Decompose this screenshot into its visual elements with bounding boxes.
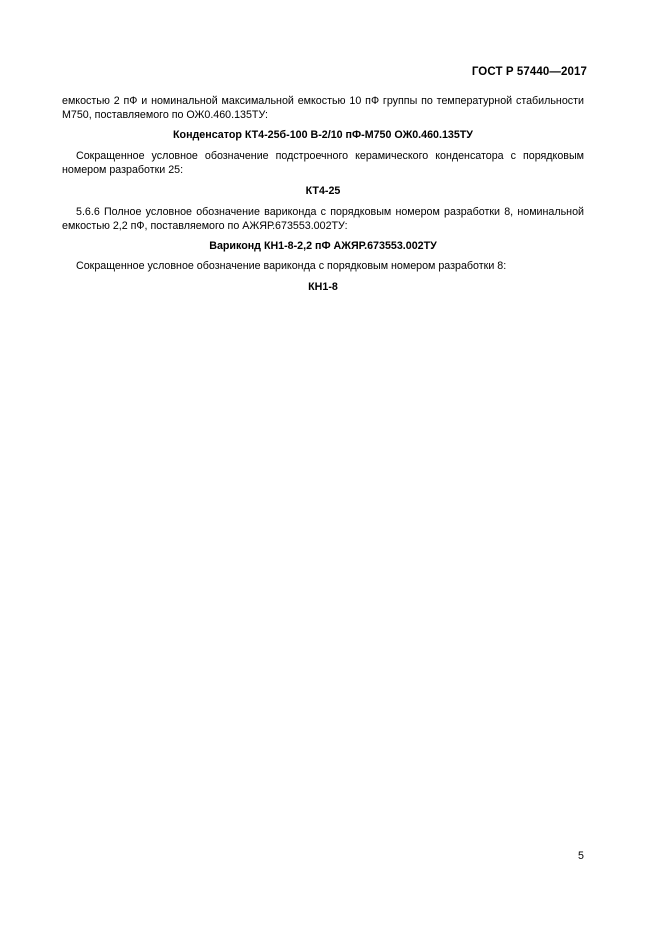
paragraph-capacitor-description: емкостью 2 пФ и номинальной максимальной емкостью 10 пФ группы по температурной стабильности М750, поставляемого по ОЖ0.460.135ТУ:: [62, 95, 584, 121]
standard-number-header: ГОСТ Р 57440—2017: [471, 66, 587, 78]
designation-varicond-full: Вариконд КН1-8-2,2 пФ АЖЯР.673553.002ТУ: [209, 240, 437, 252]
designation-capacitor-full: Конденсатор КТ4-25б-100 В-2/10 пФ-М750 ОЖ0.460.135ТУ: [173, 129, 473, 141]
paragraph-capacitor-short: Сокращенное условное обозначение подстроечного керамического конденсатора с порядковым номером разработки 25:: [62, 150, 584, 176]
page-number: 5: [578, 850, 584, 862]
document-body: [62, 94, 584, 294]
paragraph-varicond-short: Сокращенное условное обозначение вариконда с порядковым номером разработки 8:: [76, 260, 507, 272]
designation-capacitor-short: КТ4-25: [305, 185, 341, 197]
designation-varicond-short: КН1-8: [308, 281, 338, 293]
paragraph-varicond-full: 5.6.6 Полное условное обозначение вариконда с порядковым номером разработки 8, номинальной емкостью 2,2 пФ, поставляемого по АЖЯР.673553.002ТУ:: [62, 206, 584, 232]
